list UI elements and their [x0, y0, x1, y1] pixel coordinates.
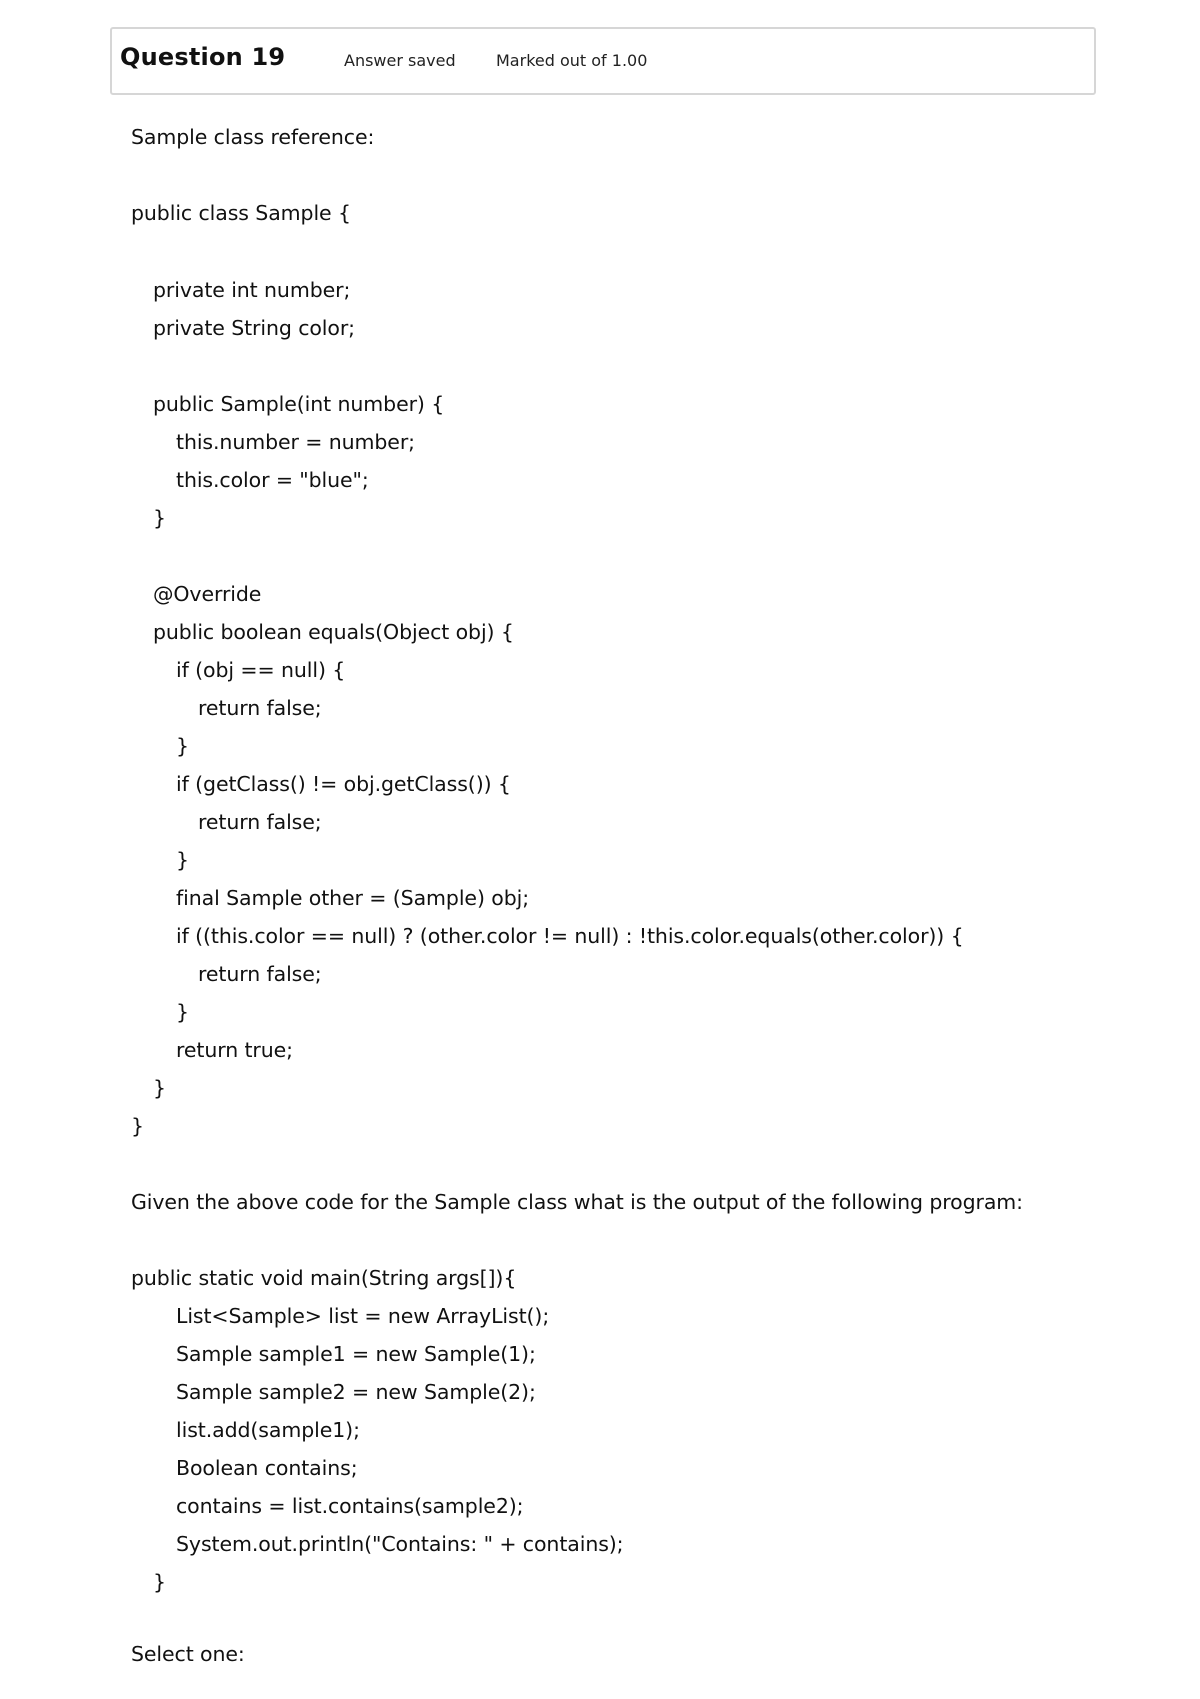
- question-number: Question 19: [120, 43, 286, 71]
- code-line: }: [153, 1076, 166, 1100]
- code-line: if (obj == null) {: [176, 658, 346, 682]
- code-line: public static void main(String args[]){: [131, 1266, 517, 1290]
- text-line: Given the above code for the Sample class what is the output of the following program:: [131, 1190, 1023, 1214]
- code-line: public class Sample {: [131, 201, 351, 225]
- question-grade: Marked out of 1.00: [496, 51, 648, 70]
- code-line: contains = list.contains(sample2);: [176, 1494, 524, 1518]
- code-line: private int number;: [153, 278, 351, 302]
- text-line: Sample class reference:: [131, 125, 375, 149]
- code-line: }: [176, 848, 189, 872]
- select-one-label: Select one:: [131, 1642, 245, 1666]
- code-line: }: [153, 506, 166, 530]
- code-line: Sample sample1 = new Sample(1);: [176, 1342, 536, 1366]
- code-line: return false;: [198, 962, 322, 986]
- code-line: if (getClass() != obj.getClass()) {: [176, 772, 511, 796]
- question-state: Answer saved: [344, 51, 456, 70]
- code-line: System.out.println("Contains: " + contains);: [176, 1532, 624, 1556]
- code-line: return false;: [198, 810, 322, 834]
- code-line: final Sample other = (Sample) obj;: [176, 886, 530, 910]
- code-line: }: [176, 1000, 189, 1024]
- code-line: Sample sample2 = new Sample(2);: [176, 1380, 536, 1404]
- code-line: public Sample(int number) {: [153, 392, 445, 416]
- code-line: public boolean equals(Object obj) {: [153, 620, 514, 644]
- question-info-header: [110, 27, 1096, 95]
- code-line: this.number = number;: [176, 430, 415, 454]
- code-line: if ((this.color == null) ? (other.color != null) : !this.color.equals(other.color)) {: [176, 924, 964, 948]
- code-line: }: [176, 734, 189, 758]
- code-line: private String color;: [153, 316, 355, 340]
- code-line: }: [153, 1570, 166, 1594]
- code-line: this.color = "blue";: [176, 468, 369, 492]
- code-line: @Override: [153, 582, 262, 606]
- code-line: return true;: [176, 1038, 293, 1062]
- code-line: }: [131, 1114, 144, 1138]
- code-line: list.add(sample1);: [176, 1418, 360, 1442]
- code-line: List<Sample> list = new ArrayList();: [176, 1304, 550, 1328]
- code-line: Boolean contains;: [176, 1456, 358, 1480]
- code-line: return false;: [198, 696, 322, 720]
